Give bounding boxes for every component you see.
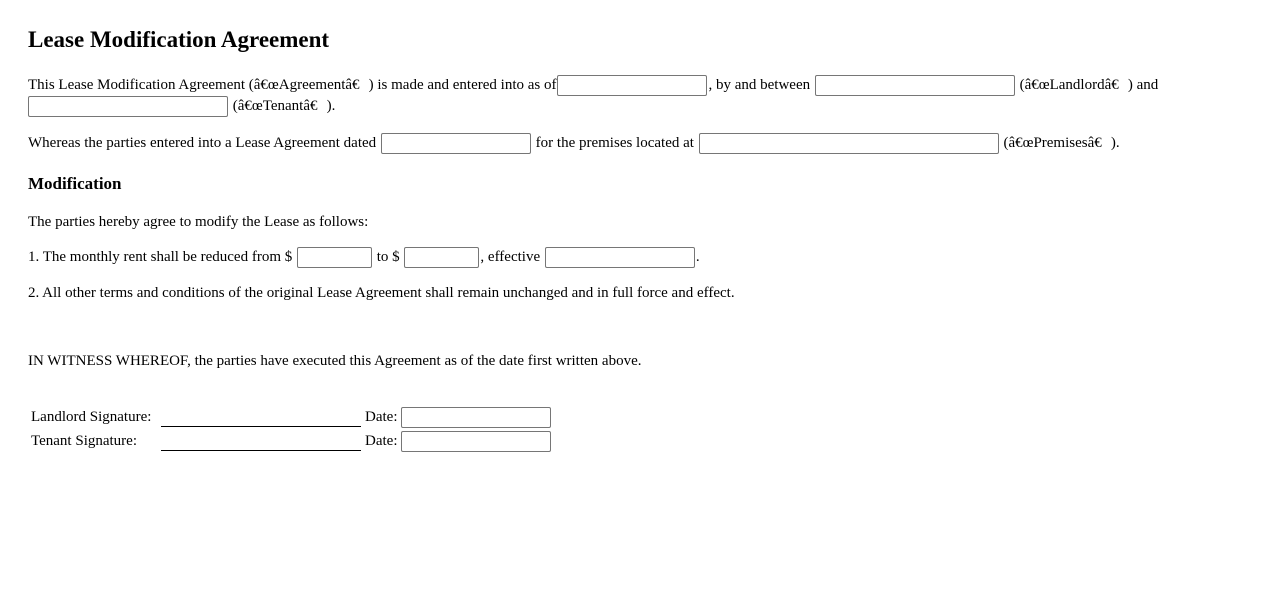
modification-heading: Modification: [28, 174, 122, 193]
tenant-date-label: Date:: [365, 432, 398, 449]
tenant-signature-line[interactable]: [161, 432, 361, 451]
tenant-signature-row: [29, 429, 553, 453]
intro-text-1: This Lease Modification Agreement (â€œAgreementâ€) is made and entered into as of: [28, 77, 557, 93]
lease-date-input[interactable]: [381, 133, 531, 154]
new-rent-input[interactable]: [404, 247, 479, 268]
landlord-signature-line[interactable]: [161, 408, 361, 427]
whereas-text-2: for the premises located at: [535, 135, 694, 151]
old-rent-input[interactable]: [297, 247, 372, 268]
tenant-name-input[interactable]: [28, 96, 228, 117]
page-title: Lease Modification Agreement: [28, 27, 330, 52]
landlord-name-input[interactable]: [815, 75, 1015, 96]
modification-item-1: [28, 247, 700, 268]
whereas-text-1: Whereas the parties entered into a Lease Agreement dated: [28, 135, 377, 151]
agreement-date-input[interactable]: [557, 75, 707, 96]
intro-paragraph-continued: [28, 96, 335, 117]
item1-text-2: to $: [376, 249, 400, 265]
item1-text-3: , effective: [480, 249, 541, 265]
whereas-text-3: (â€œPremisesâ€).: [1003, 135, 1120, 151]
premises-address-input[interactable]: [699, 133, 999, 154]
whereas-paragraph: [28, 133, 1120, 154]
tenant-date-input[interactable]: [401, 431, 551, 452]
modification-item-2: 2. All other terms and conditions of the original Lease Agreement shall remain unchanged and in full force and effect.: [28, 285, 735, 301]
item1-text-1: 1. The monthly rent shall be reduced from $: [28, 249, 293, 265]
intro-paragraph: [28, 75, 1158, 96]
intro-text-2: , by and between: [708, 77, 811, 93]
intro-text-4: (â€œTenantâ€).: [232, 98, 336, 114]
landlord-signature-label: Landlord Signature:: [31, 408, 152, 425]
landlord-date-input[interactable]: [401, 407, 551, 428]
landlord-date-label: Date:: [365, 408, 398, 425]
landlord-signature-row: [29, 405, 553, 429]
signature-table: [29, 405, 553, 453]
effective-date-input[interactable]: [545, 247, 695, 268]
tenant-signature-label: Tenant Signature:: [31, 432, 138, 449]
item1-text-4: .: [695, 249, 700, 265]
witness-statement: IN WITNESS WHEREOF, the parties have executed this Agreement as of the date first written above.: [28, 353, 642, 369]
intro-text-3: (â€œLandlordâ€) and: [1019, 77, 1159, 93]
modification-intro: The parties hereby agree to modify the Lease as follows:: [28, 214, 369, 230]
